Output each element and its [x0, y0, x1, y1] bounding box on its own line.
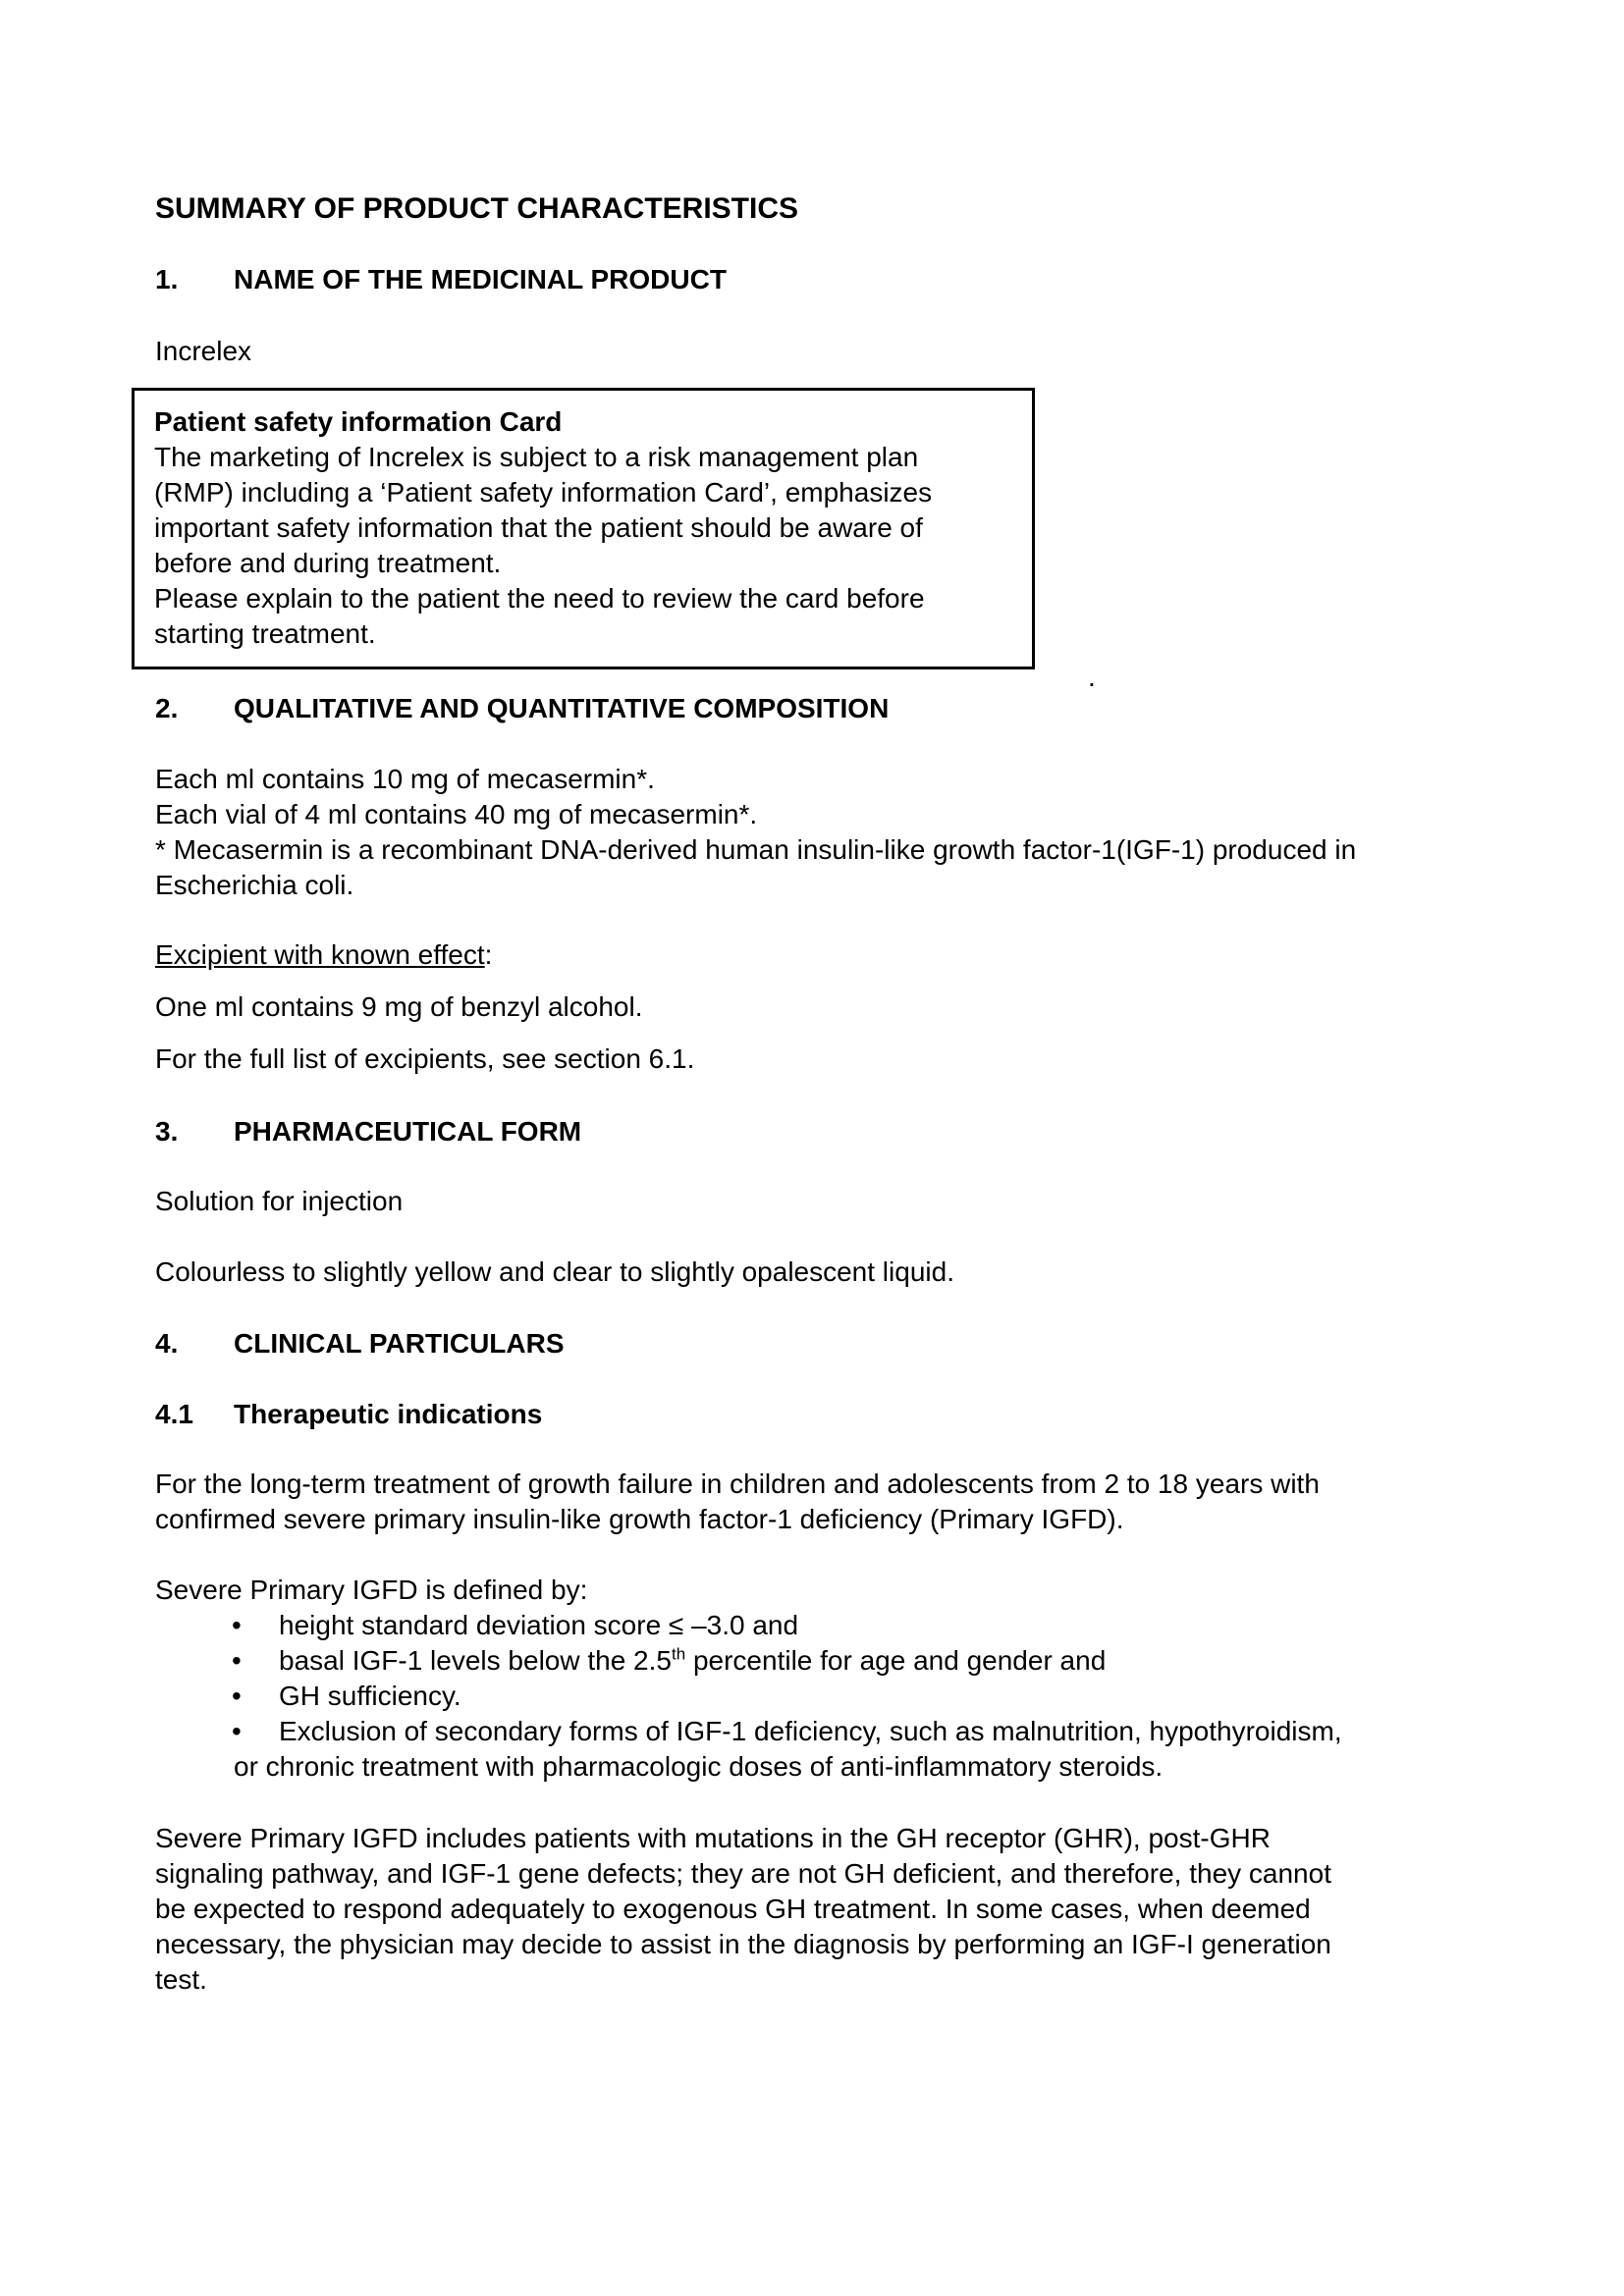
list-item-text: GH sufficiency.: [279, 1681, 461, 1711]
section-number: 2.: [155, 693, 179, 723]
indications-line: For the long-term treatment of growth failure in children and adolescents from 2 to 18 years with: [155, 1468, 1320, 1499]
section-3-heading: [155, 1115, 581, 1148]
bullet-icon: •: [232, 1716, 242, 1746]
list-item: [232, 1608, 1342, 1643]
pharma-form-description: Colourless to slightly yellow and clear to slightly opalescent liquid.: [155, 1256, 954, 1287]
section-title: CLINICAL PARTICULARS: [234, 1328, 565, 1359]
document-page: [155, 0, 1490, 2296]
safety-box-line: starting treatment.: [154, 618, 376, 649]
section-title: PHARMACEUTICAL FORM: [234, 1116, 582, 1147]
composition-line: Each vial of 4 ml contains 40 mg of mecasermin*.: [155, 799, 758, 829]
includes-line: be expected to respond adequately to exogenous GH treatment. In some cases, when deemed: [155, 1894, 1311, 1924]
section-title: Therapeutic indications: [234, 1399, 543, 1429]
bullet-icon: •: [232, 1645, 242, 1676]
safety-box-title: Patient safety information Card: [154, 406, 563, 437]
defined-by-text: Severe Primary IGFD is defined by:: [155, 1575, 588, 1605]
list-item: [232, 1679, 1342, 1714]
section-title: QUALITATIVE AND QUANTITATIVE COMPOSITION: [234, 693, 890, 723]
patient-safety-card-box: [132, 388, 1035, 669]
document-title: SUMMARY OF PRODUCT CHARACTERISTICS: [155, 192, 799, 225]
safety-box-line: Please explain to the patient the need to review the card before: [154, 583, 925, 614]
composition-line: Escherichia coli.: [155, 870, 354, 900]
section-number: 4.1: [155, 1399, 193, 1429]
composition-line: * Mecasermin is a recombinant DNA-derived human insulin-like growth factor-1(IGF-1) produced in: [155, 834, 1357, 865]
list-item-text: percentile for age and gender and: [685, 1645, 1107, 1676]
includes-line: signaling pathway, and IGF-1 gene defects; they are not GH deficient, and therefore, they cannot: [155, 1858, 1331, 1889]
section-4-heading: [155, 1327, 565, 1361]
safety-box-line: before and during treatment.: [154, 548, 502, 578]
superscript-th: th: [671, 1644, 686, 1664]
product-name: Increlex: [155, 336, 252, 366]
section-number: 1.: [155, 264, 179, 294]
excipient-full-list: For the full list of excipients, see section 6.1.: [155, 1043, 695, 1074]
list-item-text: basal IGF-1 levels below the 2.5: [279, 1645, 672, 1676]
criteria-list: [232, 1608, 1342, 1749]
excipient-colon: :: [484, 939, 493, 970]
stray-period: .: [1088, 662, 1096, 692]
indications-line: confirmed severe primary insulin-like growth factor-1 deficiency (Primary IGFD).: [155, 1504, 1124, 1534]
safety-box-line: important safety information that the patient should be aware of: [154, 512, 923, 543]
excipient-label: Excipient with known effect: [155, 939, 485, 970]
excipient-text: One ml contains 9 mg of benzyl alcohol.: [155, 991, 643, 1022]
safety-box-line: (RMP) including a ‘Patient safety information Card’, emphasizes: [154, 477, 933, 507]
section-number: 3.: [155, 1116, 179, 1147]
bullet-icon: •: [232, 1681, 242, 1711]
section-number: 4.: [155, 1328, 179, 1359]
includes-line: Severe Primary IGFD includes patients with mutations in the GH receptor (GHR), post-GHR: [155, 1823, 1271, 1853]
section-title: NAME OF THE MEDICINAL PRODUCT: [234, 264, 727, 294]
safety-box-line: The marketing of Increlex is subject to a risk management plan: [154, 442, 919, 472]
bullet-icon: •: [232, 1610, 242, 1640]
composition-line: Each ml contains 10 mg of mecasermin*.: [155, 764, 655, 794]
list-item: [232, 1714, 1342, 1749]
section-4-1-heading: [155, 1398, 542, 1431]
includes-line: necessary, the physician may decide to assist in the diagnosis by performing an IGF-I generation: [155, 1929, 1331, 1959]
excipient-heading: [155, 937, 492, 973]
list-item: [232, 1643, 1342, 1679]
list-item-text: Exclusion of secondary forms of IGF-1 deficiency, such as malnutrition, hypothyroidism,: [279, 1716, 1342, 1746]
pharma-form-text: Solution for injection: [155, 1186, 404, 1216]
list-item-continuation: or chronic treatment with pharmacologic doses of anti-inflammatory steroids.: [234, 1751, 1164, 1782]
section-1-heading: [155, 263, 727, 296]
list-item-text: height standard deviation score ≤ –3.0 and: [279, 1610, 799, 1640]
includes-line: test.: [155, 1964, 207, 1995]
section-2-heading: [155, 692, 889, 725]
